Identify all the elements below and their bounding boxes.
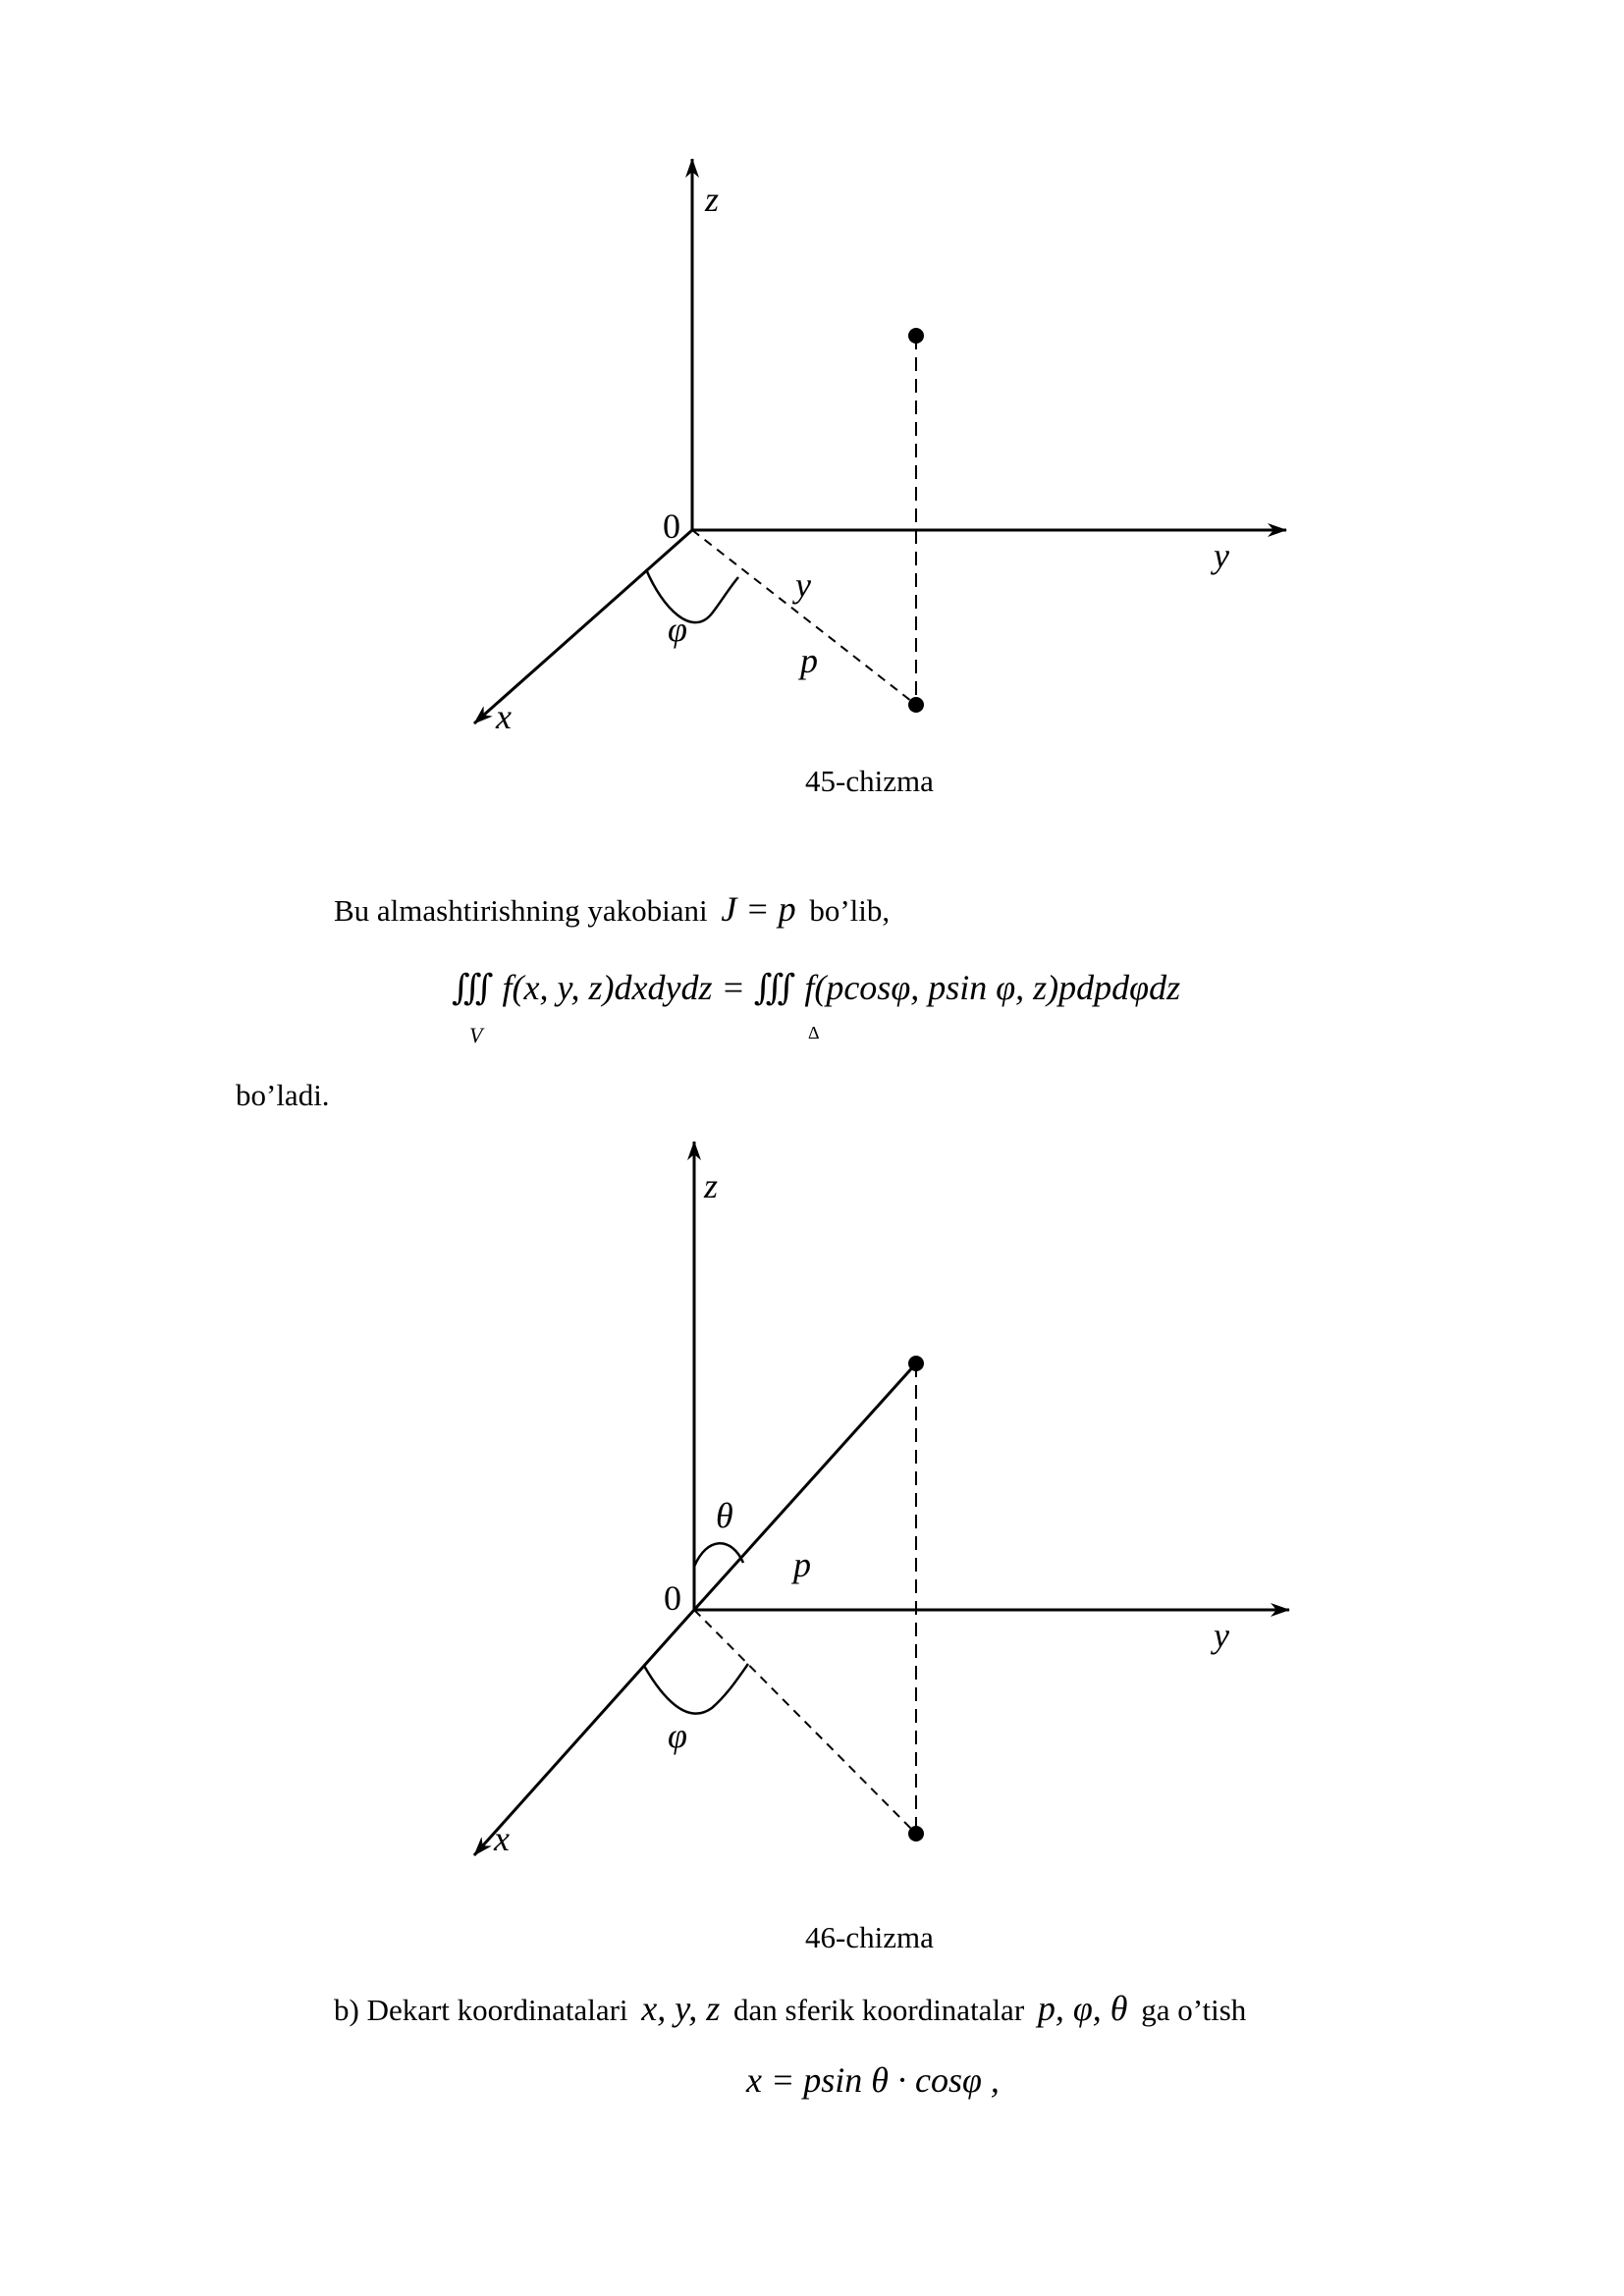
label-origin: 0 [663, 507, 680, 546]
section-b-math2: p, φ, θ [1037, 1989, 1128, 2028]
jacobian-math: J = p [721, 889, 796, 929]
angle-arc-phi [646, 569, 738, 622]
integral-lhs: ∭ f(x, y, z)dxdydz = [452, 968, 754, 1007]
label-y-axis: y [1214, 1616, 1229, 1655]
label-p: p [800, 641, 818, 680]
x-axis [474, 530, 692, 723]
label-z: z [705, 180, 720, 219]
integral-rhs-subscript: Δ [808, 1023, 820, 1042]
angle-arc-phi [644, 1664, 748, 1714]
label-theta: θ [716, 1496, 733, 1535]
projection-line [694, 1610, 916, 1834]
section-b-pre: b) Dekart koordinatalari [334, 1993, 628, 2027]
point-bottom [908, 697, 924, 713]
label-origin: 0 [664, 1578, 681, 1618]
formula-x [746, 2059, 1000, 2101]
caption-46: 46-chizma [805, 1920, 934, 1954]
label-x: x [496, 697, 512, 736]
label-y-axis: y [1214, 536, 1229, 575]
integral-rhs: ∭ f(pcosφ, psin φ, z)pdpdφdz [753, 968, 1181, 1007]
section-b-math1: x, y, z [641, 1989, 721, 2028]
section-b-line [334, 1988, 1246, 2029]
label-phi: φ [668, 610, 687, 649]
section-b-mid: dan sferik koordinatalar [733, 1993, 1025, 2027]
label-phi: φ [668, 1716, 687, 1755]
point-top [908, 1356, 924, 1371]
caption-45: 45-chizma [805, 764, 934, 798]
figure-46 [474, 1142, 1289, 1954]
label-y-point: y [795, 565, 811, 605]
formula-x-text: x = psin θ · cosφ , [746, 2060, 1000, 2100]
triple-integral-formula [452, 967, 1180, 1008]
figure-45 [474, 159, 1286, 798]
label-x: x [494, 1819, 510, 1858]
jacobian-post: bo’lib, [809, 893, 891, 928]
point-bottom [908, 1826, 924, 1842]
jacobian-line [334, 888, 890, 930]
label-p: p [793, 1545, 811, 1584]
section-b-post: ga o’tish [1141, 1993, 1247, 2027]
integral-lhs-subscript: V [469, 1023, 483, 1047]
point-top [908, 328, 924, 344]
boladi-text: bo’ladi. [236, 1078, 330, 1112]
jacobian-text: Bu almashtirishning yakobiani [334, 893, 708, 928]
label-z: z [704, 1166, 719, 1205]
